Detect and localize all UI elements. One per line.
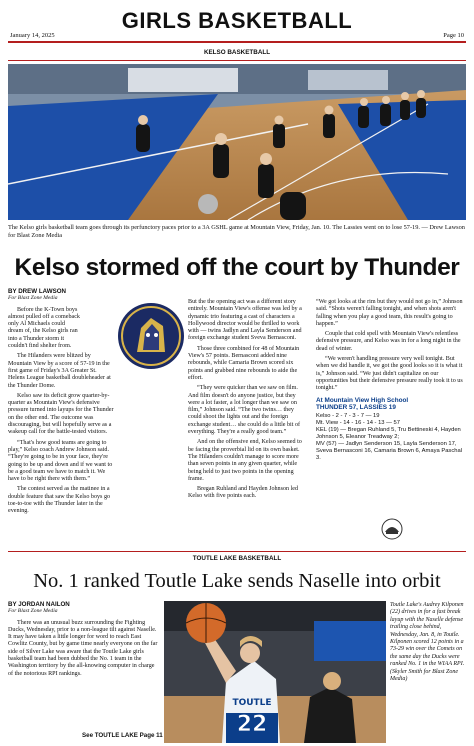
box-score	[316, 397, 466, 463]
page-number: Page 10	[443, 32, 464, 39]
section-divider	[8, 551, 466, 552]
article-column-1	[8, 601, 160, 681]
jersey-lettering	[232, 698, 271, 737]
article-column-3	[316, 299, 466, 462]
section-rule	[8, 60, 466, 61]
paragraph: Couple that cold spell with Mountain View's relentless defensive pressure, and Kelso was in for a long night in the dead of winter.	[316, 331, 461, 352]
byline-affiliation: For Blast Zone Media	[8, 295, 58, 302]
paragraph: “They were quicker than we saw on film. And film doesn't do anyone justice, but they were a lot faster, a lot longer than we saw on film,” Johnson said. “The two twins… they could shoot the lights out and the foreign exchange student… she could do a little bit of everything. They're a really good team.”	[188, 385, 301, 436]
svg-text:TOUTLE: TOUTLE	[232, 698, 272, 708]
team-warmup-photo	[8, 64, 466, 220]
byline: BY JORDAN NAILON	[8, 601, 70, 608]
article-column-1	[8, 288, 114, 519]
headline: No. 1 ranked Toutle Lake sends Naselle into orbit	[33, 570, 441, 592]
svg-text:22: 22	[236, 712, 268, 737]
box-score-line: Mt. View - 14 - 16 - 14 - 13 — 57	[316, 420, 400, 427]
masthead-rule	[8, 41, 466, 43]
box-score-line: Kelso - 2 - 7 - 3 - 7 — 19	[316, 413, 380, 420]
page-title: GIRLS BASKETBALL	[121, 8, 353, 33]
photo-caption: Toutle Lake's Audrey Kilponen (22) drives in for a fast break layup with the Naselle defense trailing close behind, Wednesday, Jan. 8, in Toutle. Kilponen scored 12 points in a 73-29 win over the Comets on the same day the Ducks were ranked No. 1 in the WIAA RPI. (Skyler Smith for Blast Zone Media)	[390, 602, 465, 683]
kelso-hilanders-logo	[117, 302, 185, 370]
paragraph: The Hilanders were blitzed by Mountain View by a score of 57-19 in the first game of Friday's 3A Greater St. Helens League basketball doubleheader at the Thunder Dome.	[8, 353, 111, 389]
issue-date: January 14, 2025	[10, 32, 55, 39]
paragraph: But the the opening act was a different story entirely. Mountain View's offense was led by a dynamic trio featuring a cast of characters a Hollywood director would be thrilled to work with — twins Jadlyn and Layla Senderson and foreign exchange student Sveva Bernasconi.	[188, 299, 302, 342]
box-score-venue: At Mountain View High School	[316, 396, 409, 404]
article-column-2	[188, 299, 302, 504]
byline: BY DREW LAWSON	[8, 288, 66, 295]
paragraph: The contest served as the matinee in a double feature that saw the Kelso boys go toe-to-toe with the Thunder later in the evening.	[8, 486, 111, 515]
jump-line[interactable]: See TOUTLE LAKE Page 11	[82, 732, 163, 739]
paragraph: “That's how good teams are going to play,” Kelso coach Andrew Johnson said. “They're going to be in your face, they're going to be up and down and if we want to be a good team we have to match it. We have to be right there with them.”	[8, 439, 113, 483]
paragraph: “We weren't handling pressure very well tonight. But when we did handle it, we got the good looks so it is what it is,” Johnson said. “We just didn't capitalize on our opportunities but their defensive pressure really took it to us tonight.”	[316, 356, 463, 392]
layup-photo	[164, 601, 386, 743]
headline: Kelso stormed off the court by Thunder	[14, 254, 460, 281]
byline-affiliation: For Blast Zone Media	[8, 608, 58, 615]
paragraph: Those three combined for 48 of Mountain View's 57 points. Bernasconi added nine rebounds, while Camaria Brown scored six points and grabbed nine rebounds to aide the effort.	[188, 345, 300, 381]
box-score-line: KEL (19) — Bregan Ruhland 5, Tru Bettineski 4, Hayden Johnson 5, Eleanor Treadway 2;	[316, 427, 461, 441]
blast-zone-icon	[381, 518, 403, 540]
box-score-line: MV (57) — Jadlyn Senderson 15, Layla Senderson 17, Sveva Bernasconi 16, Camaria Brown 6, Amaya Paschal 3.	[316, 441, 462, 462]
paragraph: And on the offensive end, Kelso seemed to be facing the proverbial lid on its own basket. The Hilanders couldn't manage to score more than seven points in any given quarter, while being held to just two points in the opening frame.	[188, 439, 302, 482]
paragraph: “We got looks at the rim but they would not go in,” Johnson said. “Shots weren't falling tonight, and when shots aren't falling when you play a good team, this result's going to happen.”	[316, 299, 463, 327]
section-label: TOUTLE LAKE BASKETBALL	[192, 555, 282, 562]
photo-caption: The Kelso girls basketball team goes through its perfunctory paces prior to a 3A GSHL game at Mountain View, Friday, Jan. 10. The Lassies went on to lose 57-19. — Drew Lawson for Blast Zone Media	[8, 224, 465, 239]
paragraph: Bregan Ruhland and Hayden Johnson led Kelso with five points each.	[188, 486, 299, 500]
paragraph: Before the K-Town boys almost pulled off a comeback only Al Michaels could dream of, the Kelso girls ran into a Thunder storm it couldn't find shelter from.	[8, 306, 80, 350]
paragraph: There was an unusual buzz surrounding the Fighting Ducks, Wednesday, prior to a non-league tilt against Naselle. It may have taken a little longer for word to reach East Cowlitz County, but by game time nearly everyone on the far side of Silver Lake was aware that the Toutle Lake girls basketball team had been dubbed the No. 1 team in the Washington territory by the all-knowing computer in charge of the notorious RPI rankings.	[8, 619, 158, 677]
paragraph: Kelso saw its deficit grow quarter-by-quarter as Mountain View's defensive pressure turned into layups for the Thunder on the other end. The outcome was discouraging, but will hopefully serve as a wakeup call for the battle-tested visitors.	[8, 392, 114, 436]
section-label: KELSO BASKETBALL	[203, 49, 271, 56]
box-score-result: THUNDER 57, LASSIES 19	[316, 403, 396, 411]
